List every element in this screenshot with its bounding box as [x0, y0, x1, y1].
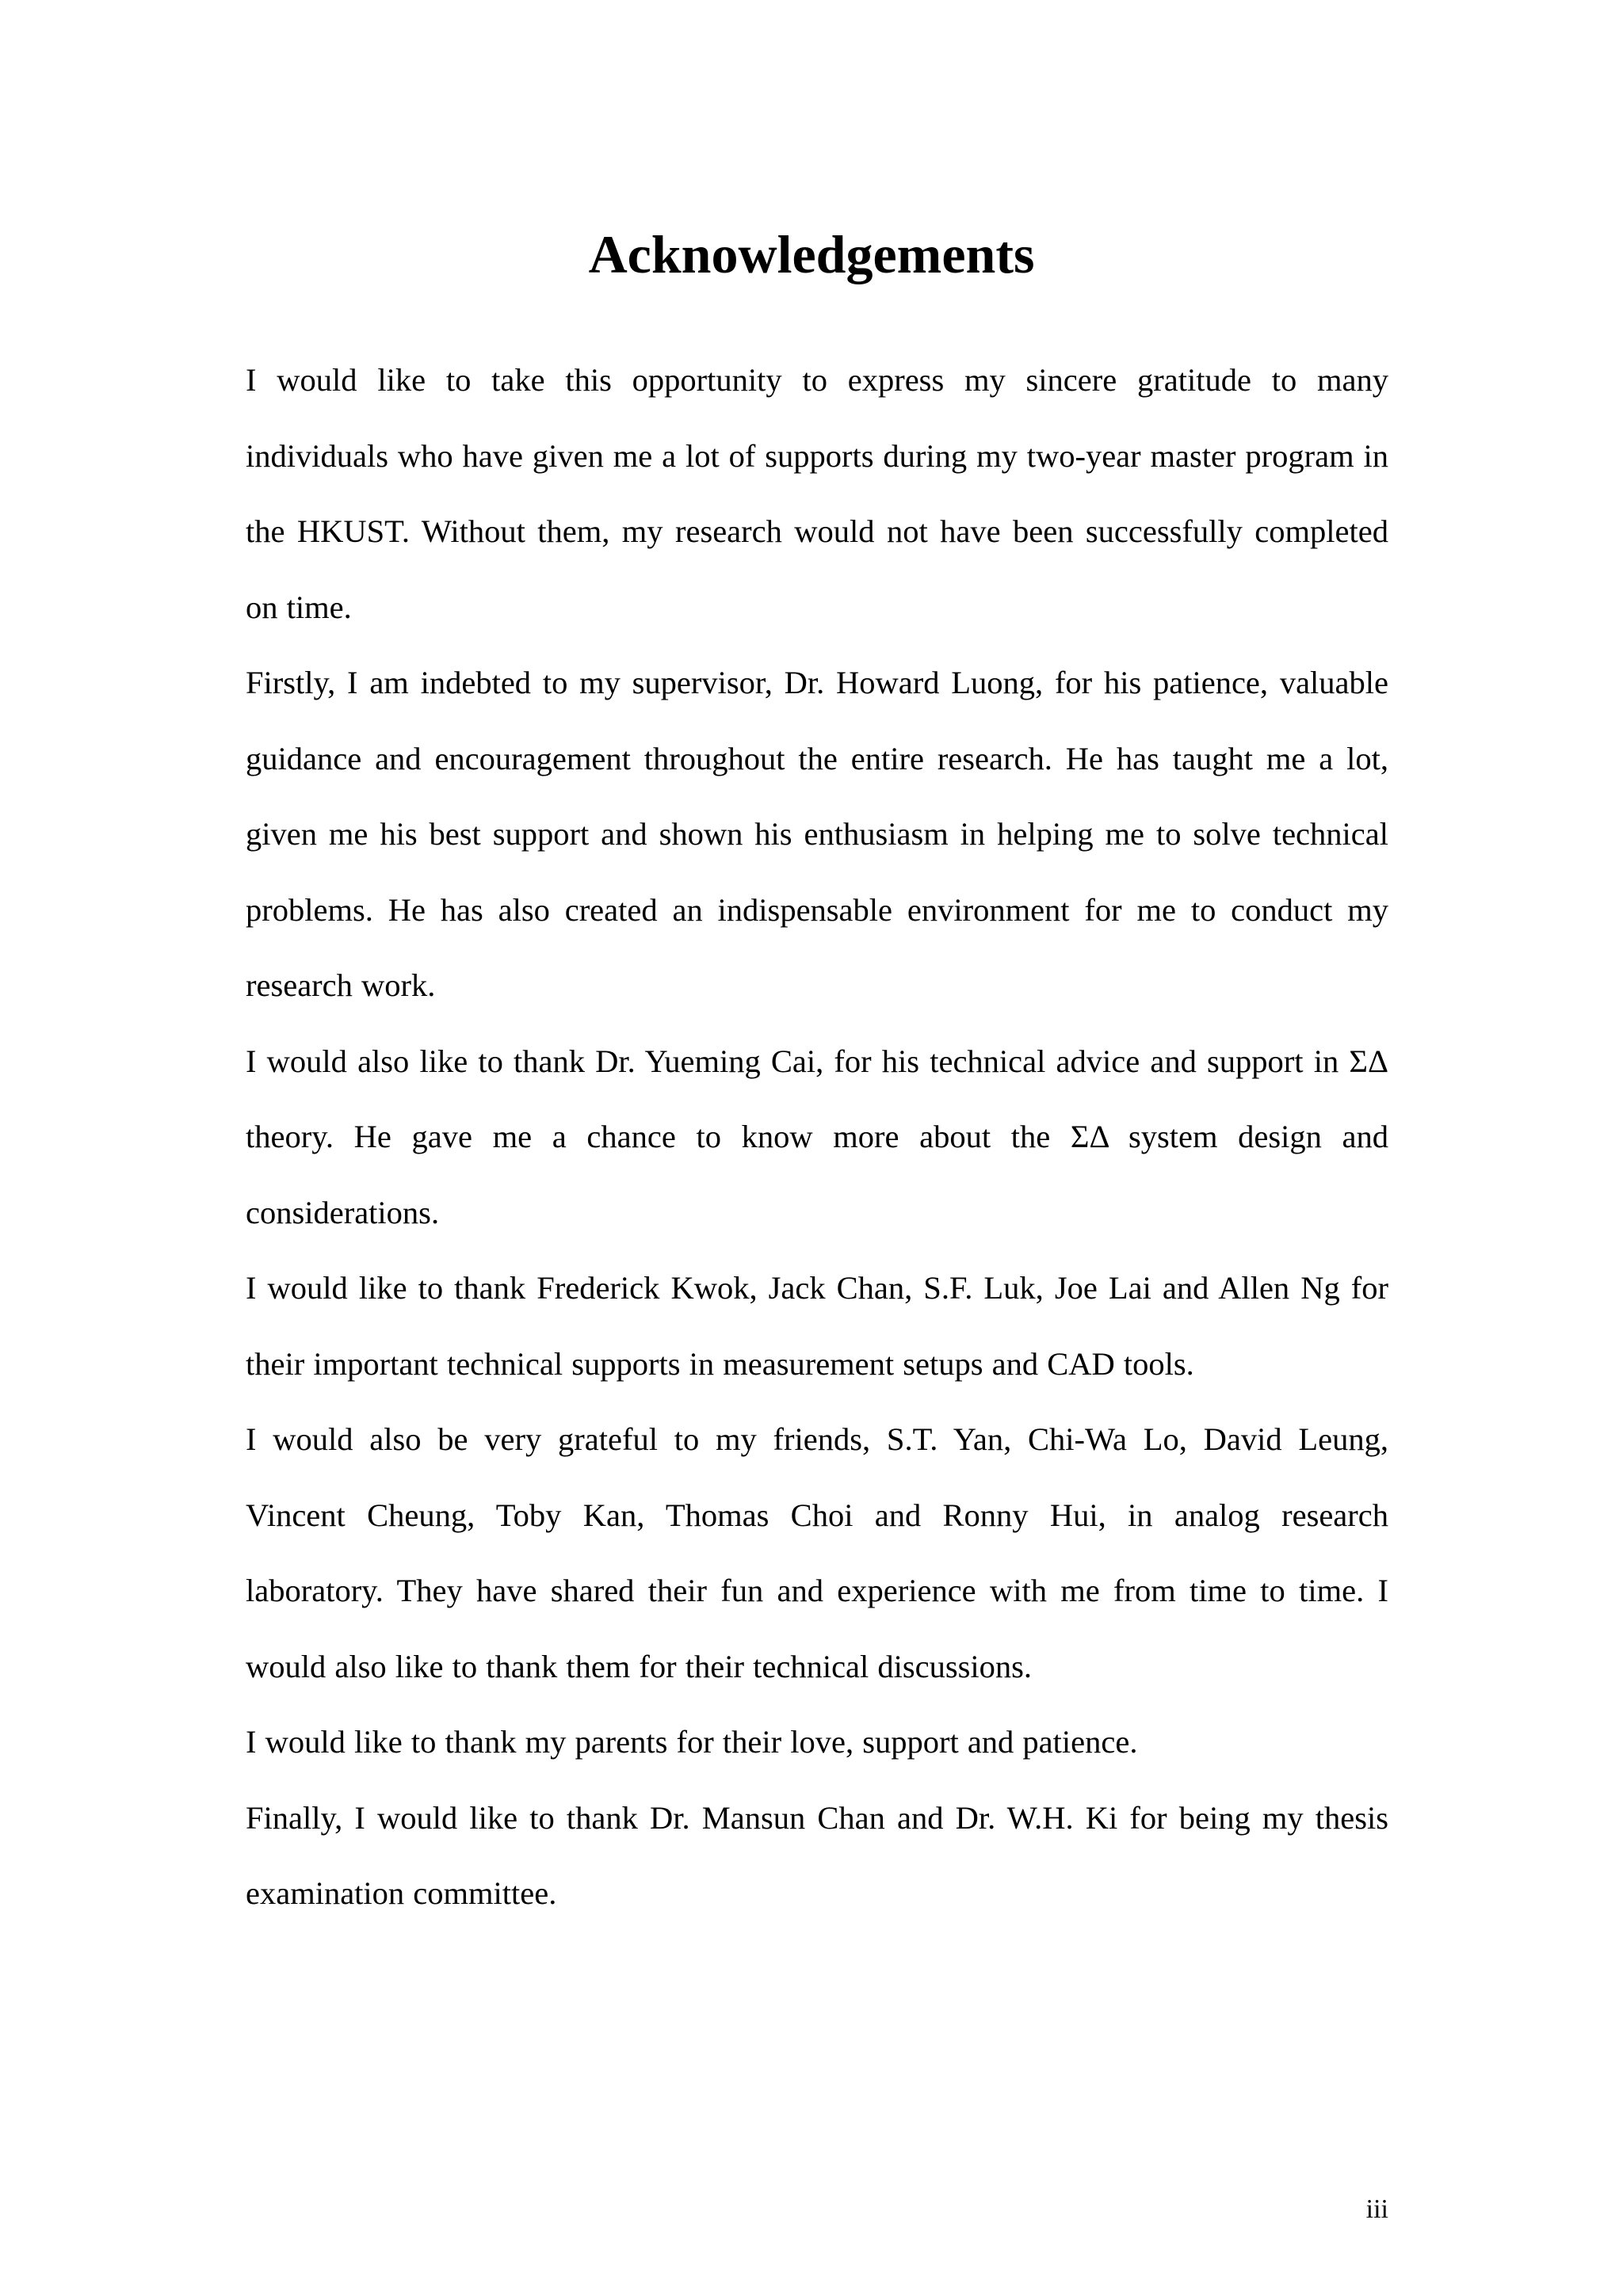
acknowledgements-body: [246, 342, 1388, 1932]
paragraph-3: I would also like to thank Dr. Yueming Cai, for his technical advice and support in ΣΔ theory. He gave me a chance to know more about the ΣΔ system design and considerations.: [246, 1043, 1388, 1230]
page-title: Acknowledgements: [588, 224, 1035, 284]
paragraph-5: I would also be very grateful to my friends, S.T. Yan, Chi-Wa Lo, David Leung, Vincent Cheung, Toby Kan, Thomas Choi and Ronny Hui, in analog research laboratory. They have shared their fun and experience with me from time to time. I would also like to thank them for their technical discussions.: [246, 1421, 1388, 1684]
paragraph-6: I would like to thank my parents for their love, support and patience.: [246, 1724, 1138, 1760]
paragraph-7: Finally, I would like to thank Dr. Mansun Chan and Dr. W.H. Ki for being my thesis examination committee.: [246, 1799, 1388, 1911]
paragraph-2: Firstly, I am indebted to my supervisor, Dr. Howard Luong, for his patience, valuable guidance and encouragement throughout the entire research. He has taught me a lot, given me his best support and shown his enthusiasm in helping me to solve technical problems. He has also created an indispensable environment for me to conduct my research work.: [246, 665, 1388, 1003]
paragraph-4: I would like to thank Frederick Kwok, Jack Chan, S.F. Luk, Joe Lai and Allen Ng for their important technical supports in measurement setups and CAD tools.: [246, 1270, 1388, 1382]
paragraph-1: I would like to take this opportunity to express my sincere gratitude to many individuals who have given me a lot of supports during my two-year master program in the HKUST. Without them, my research would not have been successfully completed on time.: [246, 362, 1388, 625]
page-number: iii: [1365, 2195, 1388, 2224]
